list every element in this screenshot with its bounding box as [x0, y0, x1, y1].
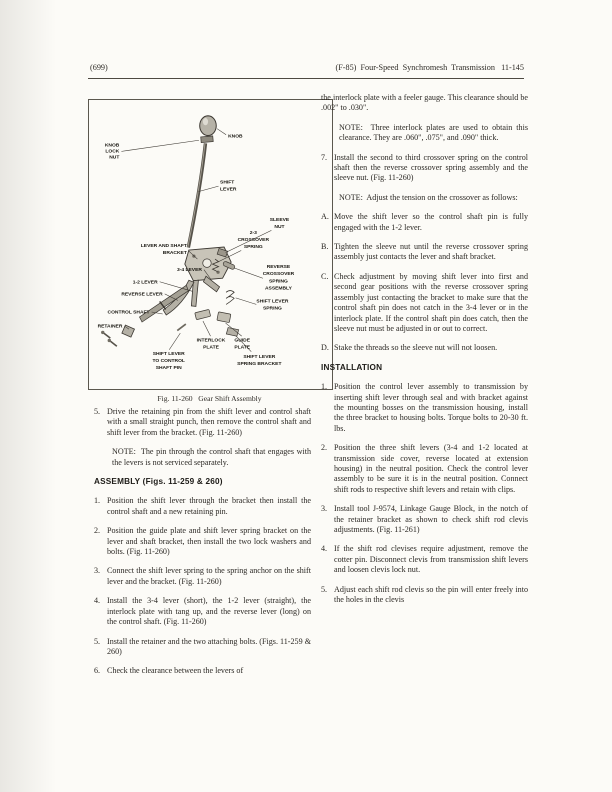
step-text: Install the 3-4 lever (short), the 1-2 lever (straight), the interlock plate with tang up, and the reverse lever (long) on the control shaft. (Fig. 11-260) [107, 596, 311, 627]
figure-label-sleeve-nut: NUT [274, 224, 285, 230]
figure-label-reverse-crossover: CROSSOVER [262, 272, 295, 278]
adjustment-step [321, 212, 528, 233]
step-text: Drive the retaining pin from the shift lever and control shaft with a small straight punch, then remove the control shaft and shift lever from the bracket. (Fig. 11-260) [107, 407, 311, 437]
assembly-heading: ASSEMBLY (Figs. 11-259 & 260) [94, 477, 223, 487]
note-paragraph: NOTE: Three interlock plates are used to obtain this clearance. They are .060", .075", and .090" thick. [339, 122, 528, 143]
step-number: 3. [321, 504, 328, 514]
figure-label-sleeve-nut: SLEEVE [269, 217, 290, 223]
installation-step [321, 585, 528, 606]
bracket-hole [203, 259, 211, 267]
step-number: 1. [321, 382, 328, 392]
header-rule [88, 78, 524, 79]
figure-label-shift-lever: LEVER [220, 187, 237, 193]
knob-lock-nut-drawing [201, 136, 214, 143]
figure-label-guide-plate: PLATE [234, 345, 251, 351]
installation-step [321, 443, 528, 495]
step-letter: D. [321, 343, 329, 353]
installation-step [321, 382, 528, 434]
step-text: Position the guide plate and shift lever spring bracket on the lever and shaft bracket, then install the two lock washers and bolts. (Fig. 11-260) [107, 526, 311, 557]
installation-step [321, 544, 528, 575]
figure-label-shift-lever-pin: SHAFT PIN [155, 365, 182, 371]
step-text: Position the control lever assembly to transmission by inserting shift lever through seal and with bracket against the mounting bosses on the transmission housing, install the three bracket to housing bolts. Torque bolts to 20-30 ft. lbs. [334, 382, 528, 433]
step-letter: B. [321, 242, 329, 252]
assembly-step [94, 526, 311, 557]
figure-label-reverse-crossover: SPRING [269, 279, 288, 285]
figure-label-crossover-spring: 2-3 [249, 230, 257, 236]
adjustment-step [321, 242, 528, 263]
page-header [90, 63, 524, 72]
step-text: Check adjustment by moving shift lever into first and second gear positions with the reverse crossover spring assembly just contacting the bracket to make sure that the control shaft pin does not catch in the 3-4 lever or in the interlock plate. If the control shaft pin does catch, then the sleeve nut must be adjusted in or out to correct. [334, 271, 528, 333]
left-column [94, 407, 311, 686]
figure-label-spring-bracket: SPRING BRACKET [237, 361, 282, 367]
step-text: Connect the shift lever spring to the spring anchor on the shift lever and the bracket. (Fig. 11-260) [107, 566, 311, 586]
assembly-step [94, 566, 311, 587]
figure-label-shift-lever-pin: TO CONTROL [152, 358, 185, 364]
step-text: Position the shift lever through the bracket then install the control shaft and a new retaining pin. [107, 496, 311, 516]
installation-step [321, 504, 528, 535]
step-number: 2. [94, 526, 101, 536]
figure-caption: Fig. 11-260 Gear Shift Assembly [157, 394, 262, 403]
figure-gear-shift-assembly [88, 99, 333, 390]
right-column [321, 93, 528, 614]
figure-label-guide-plate: GUIDE [234, 338, 251, 344]
figure-label-lever-1-2: 1-2 LEVER [132, 280, 158, 286]
step-number: 6. [94, 666, 101, 676]
bolt-drawing [104, 333, 111, 338]
figure-label-spring-bracket: SHIFT LEVER [243, 354, 276, 360]
bolt-head [108, 339, 111, 342]
step-letter: C. [321, 271, 329, 281]
guide-plate-drawing [217, 312, 231, 323]
figure-label-lever-and-shaft-bracket: LEVER AND SHAFT [140, 244, 187, 250]
figure-label-interlock-plate: PLATE [203, 345, 219, 351]
figure-label-knob-lock-nut: NUT [109, 155, 120, 161]
adjustment-step [321, 343, 528, 353]
step-number: 5. [321, 584, 328, 594]
gear-shift-diagram [89, 100, 332, 389]
step-text: If the shift rod clevises require adjustment, remove the cotter pin. Disconnect clevis from transmission shift levers and loosen clevis lock nut. [334, 544, 528, 575]
continuation-paragraph: the interlock plate with a feeler gauge. This clearance should be .002" to .030". [321, 93, 528, 113]
interlock-plate-drawing [195, 309, 211, 319]
assembly-step [321, 153, 528, 184]
figure-label-knob: KNOB [228, 134, 243, 140]
figure-label-knob-lock-nut: LOCK [105, 149, 120, 155]
figure-label-reverse-crossover: ASSEMBLY [265, 286, 292, 292]
step-number: 2. [321, 443, 328, 453]
figure-label-control-shaft: CONTROL SHAFT [107, 310, 150, 316]
step-text: Adjust each shift rod clevis so the pin will enter freely into the holes in the clevis [334, 584, 528, 605]
step-text: Install the second to third crossover spring on the control shaft then the reverse crossover spring assembly and the sleeve nut. (Fig. 11-260) [334, 152, 528, 183]
figure-label-lever-and-shaft-bracket: BRACKET [162, 251, 187, 257]
bolt-head [101, 331, 104, 334]
figure-label-interlock-plate: INTERLOCK [196, 338, 226, 344]
figure-label-reverse-lever: REVERSE LEVER [121, 292, 163, 298]
step-number: 1. [94, 496, 101, 506]
step-text: Install the retainer and the two attaching bolts. (Figs. 11-259 & 260) [107, 636, 311, 656]
shift-lever-spring-drawing [226, 291, 234, 305]
assembly-step [94, 666, 311, 676]
figure-label-shift-lever: SHIFT [220, 180, 235, 186]
step-number: 4. [94, 596, 101, 606]
figure-label-shift-lever-pin: SHIFT LEVER [152, 351, 185, 357]
step-text: Position the three shift levers (3-4 and 1-2 located at transmission side cover, reverse located at extension housing) in the neutral position. Check the control lever assembly to be sure it is in the neutral position. Connect shift rods to respective shift levers and retain with clips. [334, 443, 528, 494]
knob-highlight [203, 118, 208, 125]
assembly-step [94, 596, 311, 627]
figure-label-crossover-spring: CROSSOVER [237, 237, 270, 243]
step-letter: A. [321, 212, 329, 222]
figure-label-retainer: RETAINER [97, 324, 123, 330]
knob-drawing [200, 116, 217, 136]
figure-label-crossover-spring: SPRING [243, 245, 263, 251]
step-number: 5. [94, 407, 101, 416]
figure-label-shift-lever-spring: SPRING [262, 306, 282, 312]
figure-label-shift-lever-spring: SHIFT LEVER [256, 299, 289, 305]
disassembly-step [94, 407, 311, 438]
figure-label-knob-lock-nut: KNOB [104, 143, 120, 149]
assembly-step [94, 496, 311, 517]
assembly-step [94, 637, 311, 658]
figure-label-lever-3-4: 3-4 LEVER [177, 268, 202, 274]
note-paragraph: NOTE: Adjust the tension on the crossover as follows: [339, 192, 518, 202]
bolt-drawing [110, 341, 117, 346]
retaining-pin-drawing [177, 324, 186, 331]
installation-heading: INSTALLATION [321, 362, 383, 372]
adjustment-step [321, 272, 528, 334]
step-text: Move the shift lever so the control shaft pin is fully engaged with the 1-2 lever. [334, 212, 528, 232]
retainer-drawing [122, 325, 135, 337]
note-paragraph: NOTE: The pin through the control shaft that engages with the levers is not serviced separately. [112, 447, 311, 467]
control-shaft-drawing [140, 285, 189, 322]
step-number: 3. [94, 566, 101, 576]
step-number: 4. [321, 544, 328, 554]
step-text: Stake the threads so the sleeve nut will not loosen. [334, 343, 498, 353]
step-text: Check the clearance between the levers of [107, 666, 244, 676]
figure-label-reverse-crossover: REVERSE [266, 265, 291, 271]
step-text: Install tool J-9574, Linkage Gauge Block, in the notch of the retainer bracket as shown to check shift rod clevis adjustments. (Fig. 11-261) [334, 504, 528, 534]
step-number: 7. [321, 152, 328, 162]
page-number: (699) [90, 63, 108, 72]
step-number: 5. [94, 636, 101, 646]
step-text: Tighten the sleeve nut until the reverse crossover spring assembly just contacts the lever and shaft bracket. [334, 242, 528, 262]
header-title: (F-85) Four-Speed Synchromesh Transmission 11-145 [335, 63, 524, 72]
